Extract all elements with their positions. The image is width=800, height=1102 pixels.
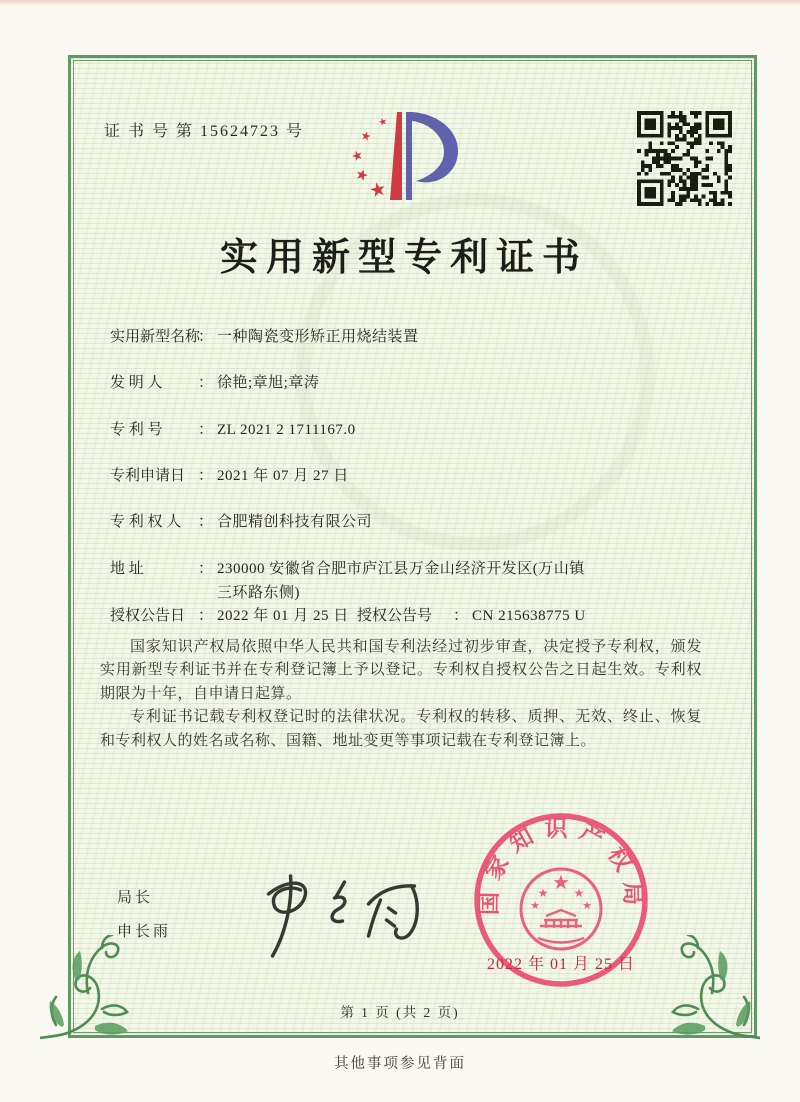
svg-text:★: ★ [352, 164, 372, 186]
seal-arc-text: 国家知识产权局 [476, 815, 646, 916]
field-row-name [110, 325, 419, 346]
corner-flourish-bottom-left [40, 935, 150, 1045]
grant-number-group [357, 604, 586, 625]
field-value: 2021 年 07 月 27 日 [217, 468, 349, 484]
page-number: 第 1 页 (共 2 页) [340, 1005, 460, 1020]
field-label: 发 明 人 [110, 375, 163, 391]
logo-blue-p [406, 112, 458, 200]
field-colon [198, 514, 213, 530]
svg-text:★: ★ [349, 147, 366, 166]
field-row-patentee [110, 510, 372, 531]
director-name: 申长雨 [117, 924, 172, 940]
legal-paragraph-1: 国家知识产权局依照中华人民共和国专利法经过初步审查，决定授予专利权，颁发实用新型专利证书并在专利登记簿上予以登记。专利权自授权公告之日起生效。专利权期限为十年，自申请日起算。 [100, 639, 702, 702]
seal-national-emblem [521, 869, 601, 949]
field-label: 授权公告日 [110, 608, 186, 624]
logo-stars [349, 116, 389, 203]
logo-red-wedge [390, 112, 402, 200]
field-label: 专 利 号 [110, 422, 163, 438]
field-label: 实用新型名称 [110, 329, 201, 345]
field-value: 一种陶瓷变形矫正用烧结装置 [217, 329, 419, 345]
field-label: 专利申请日 [110, 468, 186, 484]
director-title: 局长 [117, 890, 154, 906]
field-colon [198, 375, 213, 391]
field-colon [198, 468, 213, 484]
director-signature [238, 852, 433, 962]
grant-number-value: CN 215638775 U [472, 608, 586, 624]
seal-date: 2022 年 01 月 25 日 [486, 956, 635, 973]
field-label: 专 利 权 人 [110, 514, 182, 530]
legal-paragraph-2: 专利证书记载专利权登记时的法律状况。专利权的转移、质押、无效、终止、恢复和专利权人的姓名或名称、国籍、地址变更等事项记载在专利登记簿上。 [100, 709, 702, 749]
field-colon [198, 422, 213, 438]
svg-text:★: ★ [582, 899, 592, 912]
field-value: 合肥精创科技有限公司 [217, 514, 373, 530]
grant-date-value: 2022 年 01 月 25 日 [217, 608, 349, 624]
svg-text:★: ★ [573, 886, 585, 900]
back-side-note: 其他事项参见背面 [334, 1056, 466, 1072]
field-label: 授权公告号 [357, 608, 433, 624]
field-row-address [110, 557, 595, 605]
legal-text [100, 636, 702, 753]
svg-text:★: ★ [537, 886, 549, 900]
field-row-patent-number [110, 418, 356, 439]
field-colon [453, 608, 468, 624]
seal-text [477, 816, 646, 915]
field-value: 230000 安徽省合肥市庐江县万金山经济开发区(万山镇三环路东侧) [217, 561, 585, 601]
field-colon [198, 561, 213, 577]
field-row-inventors [110, 371, 319, 392]
cnipa-logo [340, 110, 465, 206]
certificate-title: 实用新型专利证书 [219, 237, 588, 279]
certificate-number: 证 书 号 第 15624723 号 [104, 123, 305, 140]
svg-text:★: ★ [377, 115, 390, 130]
field-value: ZL 2021 2 1711167.0 [217, 422, 356, 438]
field-label: 地 址 [110, 561, 144, 577]
field-colon [198, 329, 213, 345]
field-row-grant [110, 604, 586, 625]
svg-text:★: ★ [530, 899, 540, 912]
svg-text:★: ★ [367, 177, 389, 203]
qr-code [637, 111, 732, 206]
scan-edge-artifact [0, 0, 800, 6]
corner-flourish-bottom-right [650, 935, 760, 1045]
svg-text:★: ★ [552, 870, 570, 894]
field-value: 徐艳;章旭;章涛 [217, 375, 320, 391]
field-row-filing-date [110, 464, 349, 485]
svg-text:★: ★ [359, 127, 373, 145]
field-colon [198, 608, 213, 624]
